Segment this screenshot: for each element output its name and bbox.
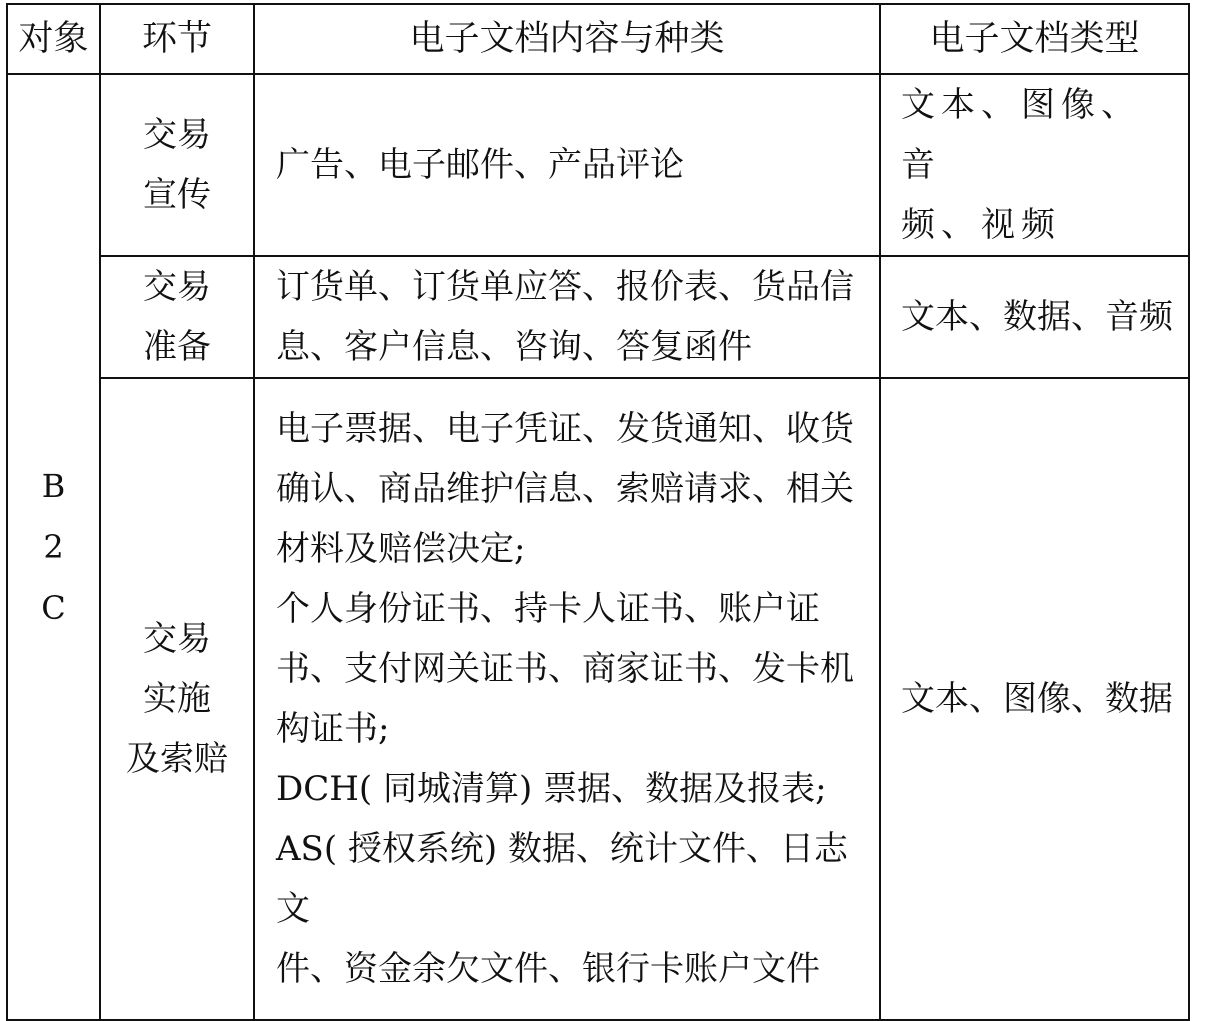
- content-line: 息、客户信息、咨询、答复函件: [276, 327, 752, 367]
- header-stage: 环节: [100, 4, 254, 74]
- type-implementation-cell: [880, 378, 1189, 1020]
- table-row: [7, 378, 1189, 1020]
- content-line: 构证书;: [276, 709, 390, 749]
- object-b2c-cell: [7, 74, 100, 1020]
- stage-line: 实施: [143, 679, 211, 719]
- stage-line: 准备: [143, 327, 211, 367]
- content-line: 个人身份证书、持卡人证书、账户证: [276, 589, 820, 629]
- content-line: DCH( 同城清算) 票据、数据及报表;: [276, 769, 827, 809]
- object-letter-b: B: [41, 466, 66, 505]
- object-letter-c: C: [41, 588, 66, 627]
- stage-implementation-cell: [100, 378, 254, 1020]
- stage-line: 交易: [143, 115, 211, 155]
- stage-line: 交易: [143, 267, 211, 307]
- stage-line: 及索赔: [126, 739, 228, 779]
- content-promotion-cell: [254, 74, 880, 256]
- object-letter-2: 2: [43, 527, 64, 566]
- header-object: 对象: [7, 4, 100, 74]
- table-row: [7, 74, 1189, 256]
- content-preparation-cell: [254, 256, 880, 378]
- type-line: 频、视频: [901, 205, 1061, 245]
- content-implementation-cell: [254, 378, 880, 1020]
- ecommerce-document-table: [6, 3, 1190, 1021]
- stage-line: 交易: [143, 619, 211, 659]
- type-preparation-cell: [880, 256, 1189, 378]
- content-line: 广告、电子邮件、产品评论: [276, 145, 684, 185]
- type-line: 文本、图像、音: [901, 85, 1141, 185]
- content-line: 件、资金余欠文件、银行卡账户文件: [276, 949, 820, 989]
- table-header-row: [7, 4, 1189, 74]
- stage-promotion-cell: [100, 74, 254, 256]
- content-line: 确认、商品维护信息、索赔请求、相关: [276, 469, 854, 509]
- header-type: 电子文档类型: [880, 4, 1189, 74]
- type-line: 文本、图像、数据: [901, 679, 1173, 719]
- table-row: [7, 256, 1189, 378]
- type-promotion-cell: [880, 74, 1189, 256]
- content-line: 材料及赔偿决定;: [276, 529, 526, 569]
- type-line: 文本、数据、音频: [901, 297, 1173, 337]
- content-line: AS( 授权系统) 数据、统计文件、日志文: [276, 829, 848, 929]
- stage-preparation-cell: [100, 256, 254, 378]
- header-content: 电子文档内容与种类: [254, 4, 880, 74]
- content-line: 电子票据、电子凭证、发货通知、收货: [276, 409, 854, 449]
- content-line: 订货单、订货单应答、报价表、货品信: [276, 267, 854, 307]
- content-line: 书、支付网关证书、商家证书、发卡机: [276, 649, 854, 689]
- stage-line: 宣传: [143, 175, 211, 215]
